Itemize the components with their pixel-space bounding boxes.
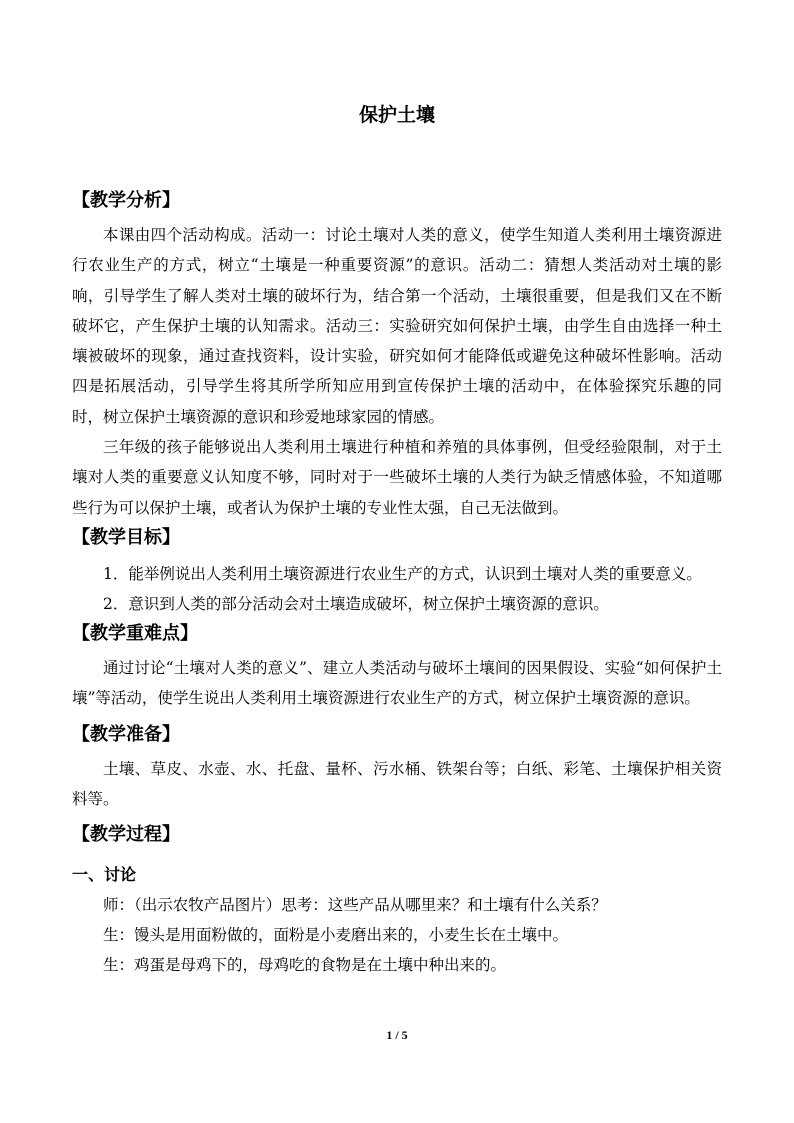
section-heading-process: 【教学过程】 xyxy=(72,824,180,846)
section-heading-objectives: 【教学目标】 xyxy=(72,526,180,548)
list-item: 2．意识到人类的部分活动会对土壤造成破坏，树立保护土壤资源的意识。 xyxy=(103,594,609,613)
document-body xyxy=(72,186,722,980)
section-heading-preparation: 【教学准备】 xyxy=(72,723,180,745)
paragraph: 土壤、草皮、水壶、水、托盘、量杯、污水桶、铁架台等；白纸、彩笔、土壤保护相关资料等。 xyxy=(72,759,722,808)
section-heading-analysis: 【教学分析】 xyxy=(72,190,180,211)
list-item: 1．能举例说出人类利用土壤资源进行农业生产的方式，认识到土壤对人类的重要意义。 xyxy=(103,564,702,583)
dialogue-line: 生：馒头是用面粉做的，面粉是小麦磨出来的，小麦生长在土壤中。 xyxy=(103,926,569,945)
page-number: 1 / 5 xyxy=(386,1028,408,1042)
subsection-heading: 一、讨论 xyxy=(72,865,137,885)
paragraph: 通过讨论“土壤对人类的意义”、建立人类活动与破坏土壤间的因果假设、实验“如何保护土壤”等活动，使学生说出人类利用土壤资源进行农业生产的方式，树立保护土壤资源的意识。 xyxy=(72,658,722,708)
paragraph: 本课由四个活动构成。活动一：讨论土壤对人类的意义，使学生知道人类利用土壤资源进行农业生产的方式，树立“土壤是一种重要资源”的意识。活动二：猜想人类活动对土壤的影响，引导学生了解人类对土壤的破坏行为，结合第一个活动，土壤很重要，但是我们又在不断破坏它，产生保护土壤的认知需求。活动三：实验研究如何保护土壤，由学生自由选择一种土壤被破坏的现象，通过查找资料，设计实验，研究如何才能降低或避免这种破坏性影响。活动四是拓展活动，引导学生将其所学所知应用到宣传保护土壤的活动中，在体验探究乐趣的同时，树立保护土壤资源的意识和珍爱地球家园的情感。 xyxy=(72,226,722,426)
paragraph: 三年级的孩子能够说出人类利用土壤进行种植和养殖的具体事例，但受经验限制，对于土壤对人类的重要意义认知度不够，同时对于一些破坏土壤的人类行为缺乏情感体验，不知道哪些行为可以保护土壤，或者认为保护土壤的专业性太强，自己无法做到。 xyxy=(72,438,722,517)
dialogue-line: 生：鸡蛋是母鸡下的，母鸡吃的食物是在土壤中种出来的。 xyxy=(103,956,507,975)
dialogue-line: 师：（出示农牧产品图片）思考：这些产品从哪里来？和土壤有什么关系？ xyxy=(103,896,607,915)
section-heading-key-points: 【教学重难点】 xyxy=(72,622,198,644)
page-title: 保护土壤 xyxy=(358,104,435,126)
